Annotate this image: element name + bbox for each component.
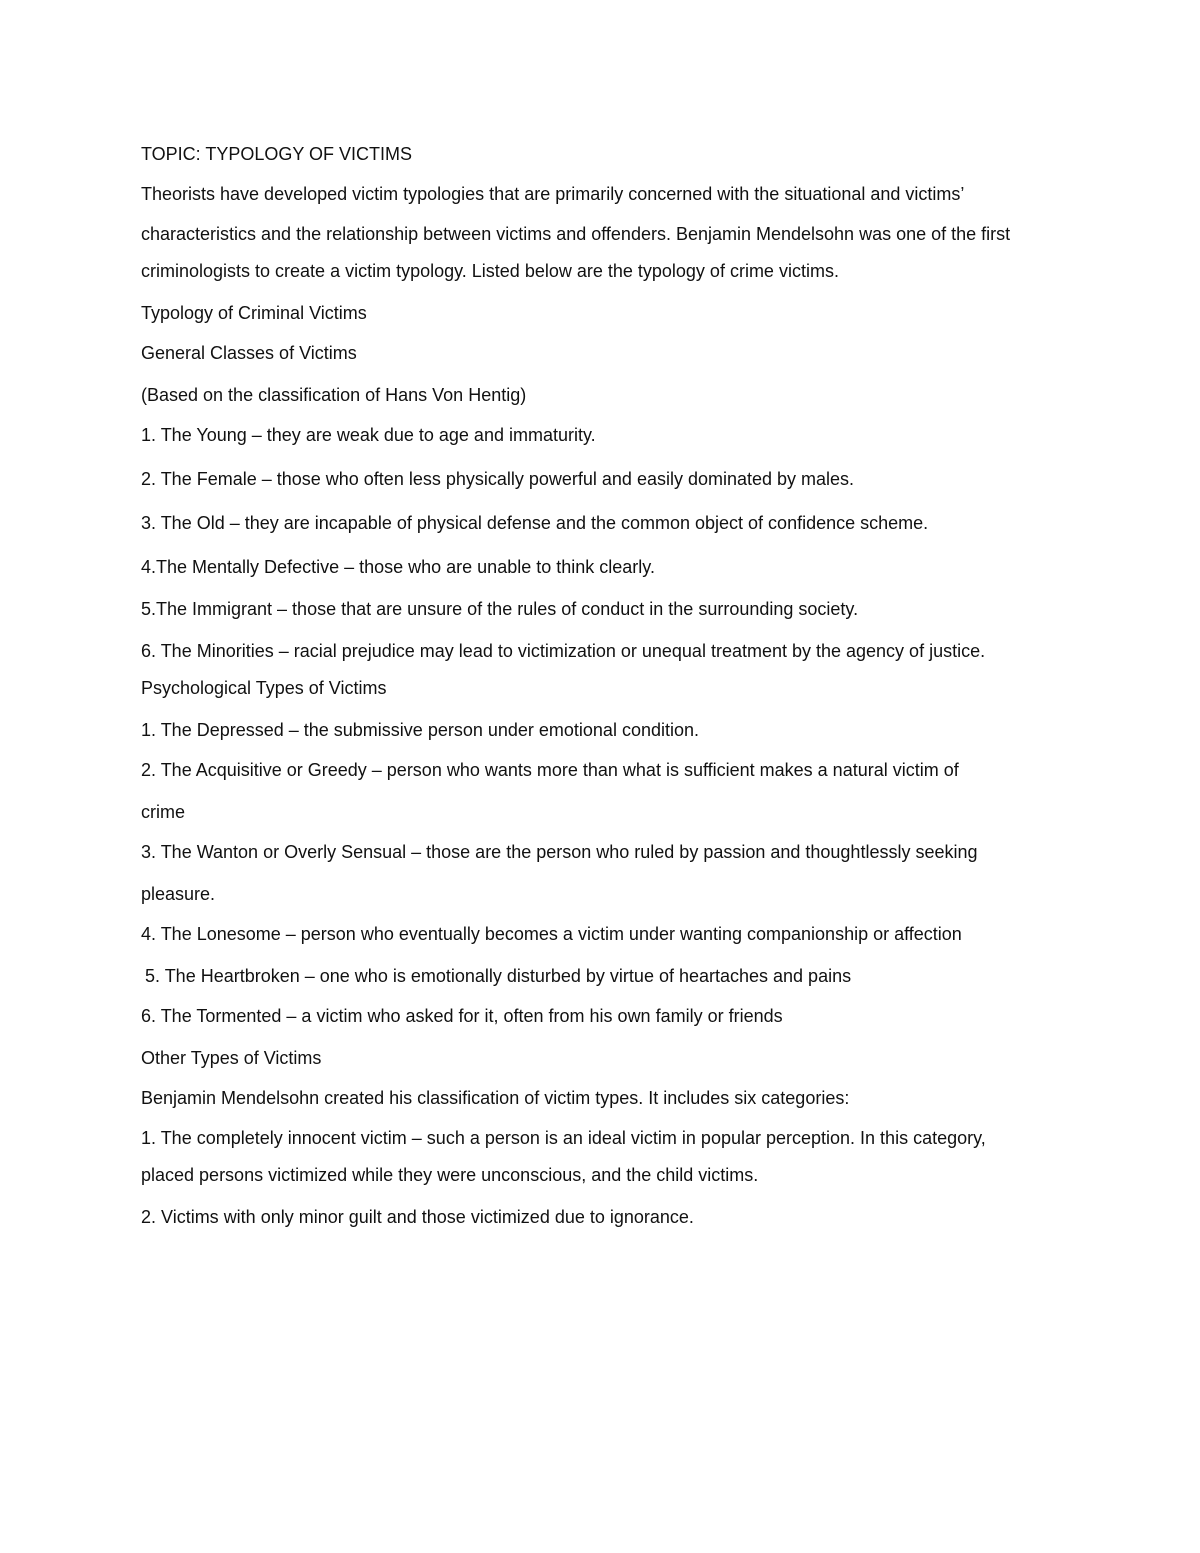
other-item-innocent-victim: 1. The completely innocent victim – such a person is an ideal victim in popular perception. In this category, [141, 1128, 986, 1148]
psych-item-depressed: 1. The Depressed – the submissive person under emotional condition. [141, 720, 699, 740]
psych-item-wanton-continued: pleasure. [141, 884, 216, 904]
other-item-innocent-victim-continued: placed persons victimized while they were unconscious, and the child victims. [141, 1165, 759, 1185]
heading-general-classes: General Classes of Victims [141, 343, 357, 363]
general-classification-note: (Based on the classification of Hans Von Hentig) [141, 385, 527, 405]
intro-line-3: criminologists to create a victim typology. Listed below are the typology of crime victims. [141, 261, 839, 281]
heading-other-types: Other Types of Victims [141, 1048, 322, 1068]
general-item-mentally-defective: 4.The Mentally Defective – those who are unable to think clearly. [141, 557, 655, 577]
psych-item-greedy: 2. The Acquisitive or Greedy – person who wants more than what is sufficient makes a natural victim of [141, 760, 959, 780]
other-item-minor-guilt: 2. Victims with only minor guilt and those victimized due to ignorance. [141, 1207, 694, 1227]
general-item-old: 3. The Old – they are incapable of physical defense and the common object of confidence scheme. [141, 513, 929, 533]
heading-typology-of-criminal-victims: Typology of Criminal Victims [141, 303, 367, 323]
heading-psychological-types: Psychological Types of Victims [141, 678, 387, 698]
general-item-female: 2. The Female – those who often less physically powerful and easily dominated by males. [141, 469, 855, 489]
psych-item-wanton: 3. The Wanton or Overly Sensual – those are the person who ruled by passion and thoughtlessly seeking [141, 842, 978, 862]
intro-line-1: Theorists have developed victim typologies that are primarily concerned with the situational and victims’ [141, 184, 965, 204]
document-title: TOPIC: TYPOLOGY OF VICTIMS [141, 144, 413, 164]
psych-item-lonesome: 4. The Lonesome – person who eventually becomes a victim under wanting companionship or affection [141, 924, 962, 944]
intro-line-2: characteristics and the relationship between victims and offenders. Benjamin Mendelsohn was one of the first [141, 224, 1011, 244]
general-item-immigrant: 5.The Immigrant – those that are unsure of the rules of conduct in the surrounding society. [141, 599, 859, 619]
general-item-young: 1. The Young – they are weak due to age and immaturity. [141, 425, 596, 445]
psych-item-greedy-continued: crime [141, 802, 185, 822]
general-item-minorities: 6. The Minorities – racial prejudice may lead to victimization or unequal treatment by the agency of justice. [141, 641, 986, 661]
psych-item-heartbroken: 5. The Heartbroken – one who is emotionally disturbed by virtue of heartaches and pains [145, 966, 852, 986]
other-types-intro: Benjamin Mendelsohn created his classification of victim types. It includes six categories: [141, 1088, 850, 1108]
document-body [141, 140, 1061, 1231]
psych-item-tormented: 6. The Tormented – a victim who asked for it, often from his own family or friends [141, 1006, 783, 1026]
